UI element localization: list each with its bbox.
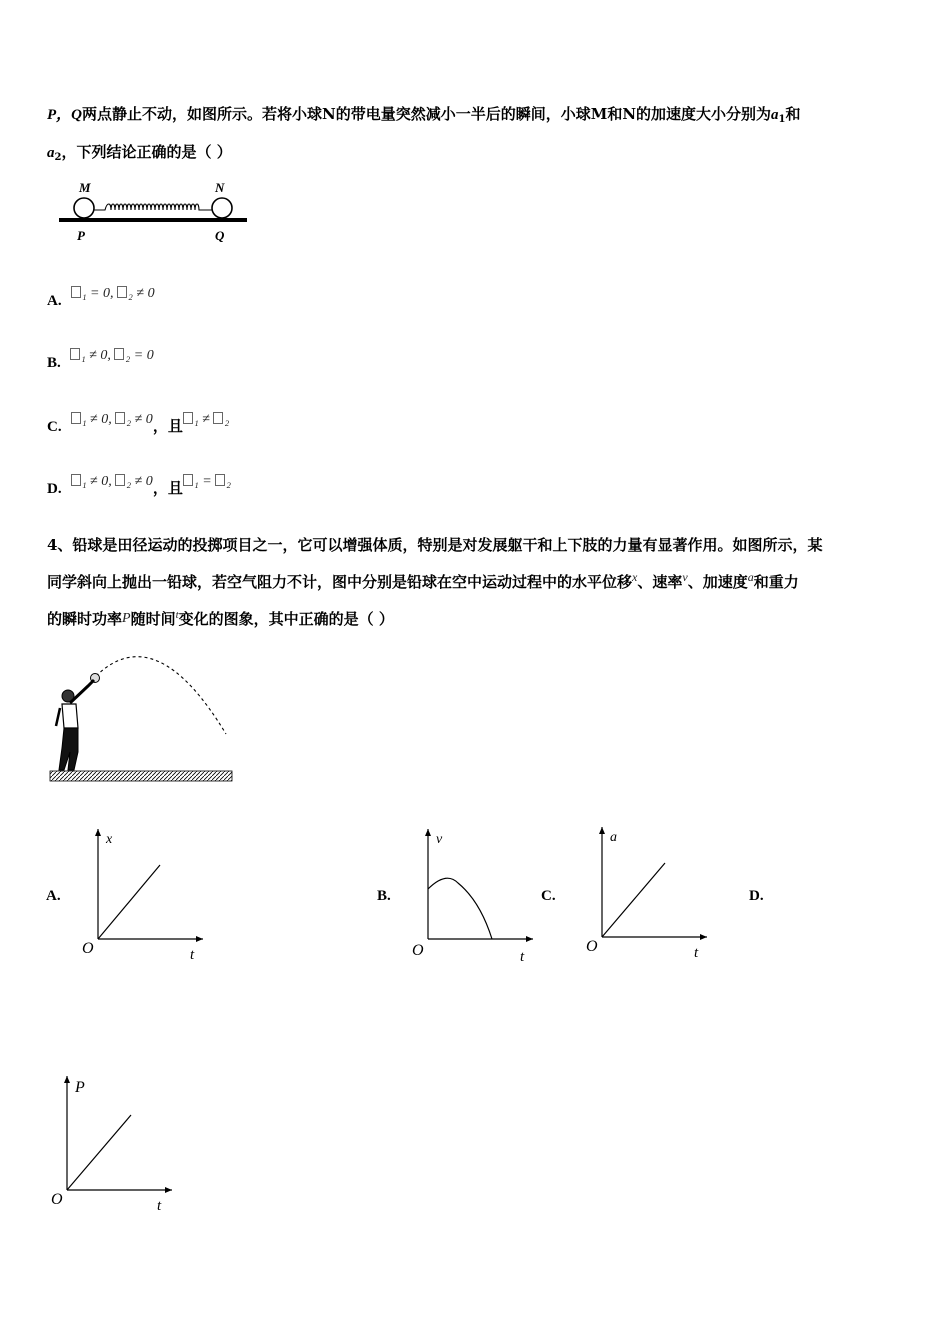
symbol-a: a: [747, 570, 754, 584]
athlete-back-arm: [56, 708, 60, 726]
symbol-a2: a: [47, 145, 55, 161]
x-axis-arrow: [700, 934, 707, 940]
option-c-rel2: ₂: [224, 412, 230, 427]
graph-c: [582, 823, 714, 963]
graph-a: [78, 825, 210, 965]
graph-b-curve: [428, 878, 492, 939]
athlete-torso: [62, 704, 78, 728]
option-c-conj: ，且: [152, 417, 183, 435]
shot-put-illustration: [48, 648, 238, 788]
graph-b-y-label: v: [436, 832, 443, 847]
ball-m: [74, 198, 94, 218]
option-a[interactable]: [47, 286, 155, 310]
option-b-part2: ₂ = 0: [125, 348, 154, 363]
option-b-label: B.: [47, 355, 61, 371]
q3-line1-text: 两点静止不动，如图所示。若将小球N的带电量突然减小一半后的瞬间，小球M和N的加速度大小分别为: [82, 105, 772, 123]
graph-a-x-label: t: [190, 947, 195, 963]
option-c-relation: [183, 412, 229, 427]
q4-line3-c: 变化的图象，其中正确的是（ ）: [178, 610, 394, 628]
y-axis-arrow: [599, 827, 605, 834]
graph-d-label[interactable]: D.: [749, 888, 764, 904]
graph-d: [47, 1072, 179, 1216]
graph-c-label[interactable]: C.: [541, 888, 556, 904]
spring-figure: [55, 178, 255, 248]
option-c-rel: ₁ ≠: [193, 412, 214, 427]
q4-line-3: [47, 608, 394, 629]
option-d[interactable]: [47, 474, 232, 498]
missing-glyph-icon: [117, 286, 127, 298]
q4-line3-b: 随时间: [130, 610, 176, 628]
ball-n: [212, 198, 232, 218]
missing-glyph-icon: [71, 286, 81, 298]
athlete-arm: [70, 680, 94, 703]
option-d-rel: ₁ =: [193, 474, 216, 489]
option-c-label: C.: [47, 419, 62, 435]
symbol-p: P: [122, 611, 131, 626]
option-b[interactable]: [47, 348, 154, 372]
option-c-formula: [71, 412, 153, 427]
graph-d-origin: O: [51, 1191, 63, 1208]
graph-c-line: [602, 863, 665, 937]
athlete-legs: [59, 728, 78, 770]
q4-line2-d: 和重力: [753, 573, 799, 591]
q3-line2-text: ，下列结论正确的是（ ）: [61, 143, 232, 161]
ground-bar: [59, 218, 247, 222]
missing-glyph-icon: [183, 412, 193, 424]
option-c-part2: ₂ ≠ 0: [126, 412, 153, 427]
option-c-part1: ₁ ≠ 0,: [81, 412, 116, 427]
option-b-part1: ₁ ≠ 0,: [80, 348, 115, 363]
graph-c-x-label: t: [694, 945, 699, 961]
y-axis-arrow: [95, 829, 101, 836]
graph-a-origin: O: [82, 940, 94, 957]
q4-line-1: 4、铅球是田径运动的投掷项目之一，它可以增强体质，特别是对发展躯干和上下肢的力量有显著作用。如图所示，某: [47, 536, 823, 554]
option-d-part1: ₁ ≠ 0,: [81, 474, 116, 489]
option-a-part2: ₂ ≠ 0: [128, 286, 155, 301]
ground-hatch: [50, 771, 232, 781]
x-axis-arrow: [526, 936, 533, 942]
q3-line-1: [47, 103, 801, 125]
q4-line-2: [47, 571, 799, 592]
missing-glyph-icon: [213, 412, 223, 424]
graph-c-y-label: a: [610, 830, 617, 845]
q3-line-2: [47, 141, 232, 163]
symbol-a1: a: [771, 107, 779, 123]
symbol-v: v: [682, 570, 688, 584]
missing-glyph-icon: [183, 474, 193, 486]
option-b-formula: [70, 348, 154, 363]
option-c[interactable]: [47, 412, 230, 436]
y-axis-arrow: [425, 829, 431, 836]
point-label-p: P: [77, 228, 85, 243]
option-a-label: A.: [47, 293, 62, 309]
graph-d-line: [67, 1115, 131, 1190]
y-axis-arrow: [64, 1076, 70, 1083]
spring: [94, 204, 212, 210]
ball-label-m: M: [79, 180, 91, 195]
q4-line2-a: 同学斜向上抛出一铅球，若空气阻力不计，图中分别是铅球在空中运动过程中的水平位移: [47, 573, 633, 591]
graph-a-label[interactable]: A.: [46, 888, 61, 904]
graph-b-origin: O: [412, 942, 424, 959]
option-a-formula: [71, 286, 155, 301]
symbol-a2-sub: 2: [54, 152, 62, 163]
option-d-relation: [183, 474, 231, 489]
q4-line3-a: 的瞬时功率: [47, 610, 123, 628]
graph-b: [408, 825, 540, 965]
symbol-a1-sub: 1: [778, 114, 786, 125]
graph-b-x-label: t: [520, 949, 525, 965]
missing-glyph-icon: [115, 474, 125, 486]
q3-pq: P，Q: [47, 107, 82, 123]
option-d-formula: [71, 474, 153, 489]
x-axis-arrow: [196, 936, 203, 942]
q4-line2-b: 、速率: [637, 573, 683, 591]
point-label-q: Q: [215, 228, 225, 243]
option-d-label: D.: [47, 481, 62, 497]
option-d-part2: ₂ ≠ 0: [126, 474, 153, 489]
graph-d-y-label: P: [75, 1079, 85, 1096]
option-a-part1: ₁ = 0,: [81, 286, 118, 301]
missing-glyph-icon: [114, 348, 124, 360]
graph-c-origin: O: [586, 938, 598, 955]
graph-a-line: [98, 865, 160, 939]
option-d-conj: ，且: [152, 479, 183, 497]
missing-glyph-icon: [215, 474, 225, 486]
ball-label-n: N: [215, 180, 225, 195]
graph-a-y-label: x: [106, 832, 113, 847]
q4-line2-c: 、加速度: [687, 573, 748, 591]
trajectory-curve: [96, 657, 226, 734]
option-d-rel2: ₂: [226, 474, 232, 489]
graph-d-x-label: t: [157, 1198, 162, 1214]
missing-glyph-icon: [71, 474, 81, 486]
graph-b-label[interactable]: B.: [377, 888, 391, 904]
missing-glyph-icon: [70, 348, 80, 360]
symbol-t: t: [175, 609, 179, 621]
missing-glyph-icon: [115, 412, 125, 424]
symbol-x: x: [632, 570, 638, 584]
missing-glyph-icon: [71, 412, 81, 424]
q3-and: 和: [785, 105, 801, 123]
x-axis-arrow: [165, 1187, 172, 1193]
